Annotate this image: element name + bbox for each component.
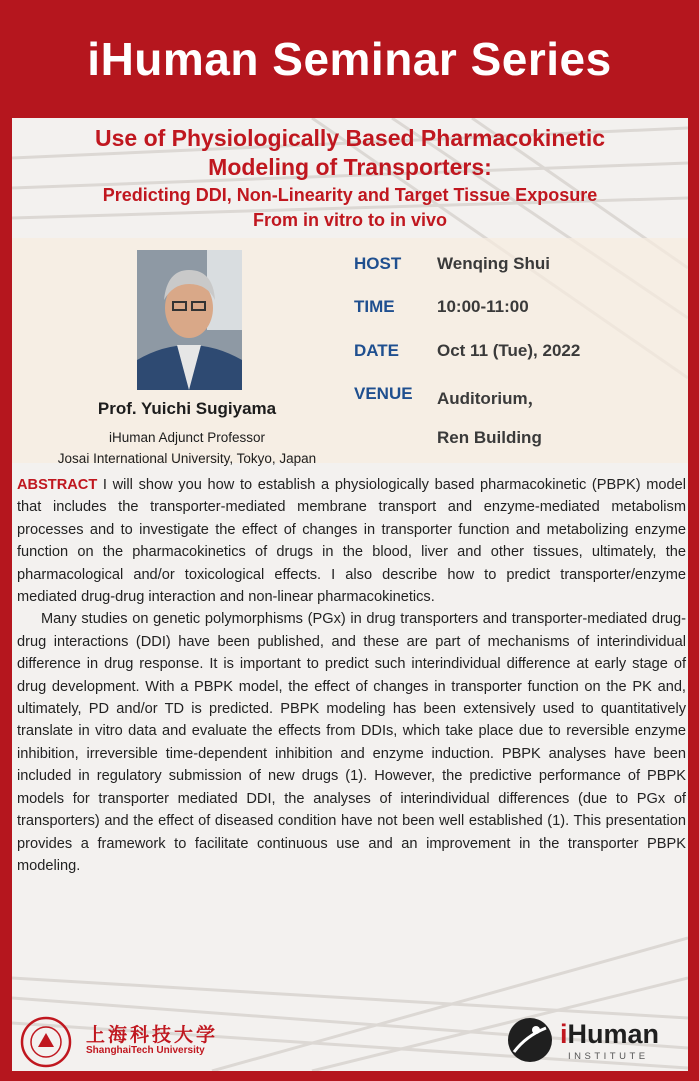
speaker-role: iHuman Adjunct Professor xyxy=(108,430,266,445)
venue-value-1: Auditorium， xyxy=(437,389,545,408)
footer-logos xyxy=(12,1016,688,1071)
venue-label: VENUE xyxy=(354,384,413,403)
abstract-paragraph-1 xyxy=(17,474,686,608)
talk-subtitle-line-2: From in vitro to in vivo xyxy=(252,210,447,230)
ihuman-wordmark-rest: Human xyxy=(567,1019,660,1049)
header xyxy=(0,0,699,118)
speaker-details xyxy=(12,427,362,469)
talk-title-line-1: Use of Physiologically Based Pharmacokinetic xyxy=(94,125,606,151)
ihuman-wordmark-i: i xyxy=(560,1019,568,1049)
ihuman-institute-label: INSTITUTE xyxy=(568,1051,649,1062)
talk-title-block xyxy=(12,124,688,232)
time-label: TIME xyxy=(354,297,395,316)
host-value: Wenqing Shui xyxy=(437,254,551,273)
shanghaitech-name-en: ShanghaiTech University xyxy=(86,1045,205,1056)
host-label: HOST xyxy=(354,254,402,273)
shanghaitech-seal-icon xyxy=(20,1016,72,1068)
abstract-text-1: I will show you how to establish a physiologically based pharmacokinetic (PBPK) model that includes the transporter-mediated membrane transport and enzyme-mediated metabolism processes and to investigate the effect of changes in transporter function and metabolizing enzyme function on the pharmacokinetics of drugs in the blood, liver and other tissues, ultimately, the pharmacological and/or toxicological effects. I also describe how to predict transporter/enzyme mediated drug-drug interaction and non-linear pharmacokinetics. xyxy=(17,477,686,606)
time-value: 10:00-11:00 xyxy=(437,297,529,316)
ihuman-logo-icon xyxy=(506,1016,554,1064)
abstract xyxy=(17,474,686,877)
shanghaitech-name-cn: 上海科技大学 xyxy=(86,1024,219,1046)
speaker-affiliation: Josai International University, Tokyo, Japan xyxy=(57,451,317,466)
speaker-name: Prof. Yuichi Sugiyama xyxy=(97,399,277,418)
venue-value-2: Ren Building xyxy=(437,428,542,447)
speaker-photo xyxy=(137,250,242,390)
abstract-paragraph-2: Many studies on genetic polymorphisms (PGx) in drug transporters and transporter-mediated drug-drug interactions (DDI) have been published, and these are part of mechanisms of interindividual difference in drug response. It is important to predict such interindividual difference at early stage of drug development. With a PBPK model, the effect of changes in transporter function on the PK and, ultimately, PD and/or TD is predicted. PBPK modeling has been extensively used to quantitatively translate in vitro data and evaluate the effects from DDIs, which take place due to reversible enzyme inhibition, irreversible time-dependent inhibition and enzyme induction. PBPK analyses have been included in regulatory submission of new drugs (1). However, the predictive performance of PBPK models for transporter mediated DDI, the analyses of interindividual differences (due to PGx of transporters) and the effect of diseased condition have not been well established (1). This presentation provides a framework to facilitate continuous use and an improvement in the transporter PBPK modeling. xyxy=(17,611,686,874)
talk-subtitle-line-1: Predicting DDI, Non-Linearity and Target Tissue Exposure xyxy=(102,185,598,205)
date-value: Oct 11 (Tue), 2022 xyxy=(437,341,581,360)
talk-title-line-2: Modeling of Transporters: xyxy=(208,154,492,180)
series-title: iHuman Seminar Series xyxy=(87,33,612,85)
ihuman-wordmark xyxy=(560,1019,659,1050)
poster-body xyxy=(12,118,688,1071)
date-label: DATE xyxy=(354,341,400,360)
abstract-label: ABSTRACT xyxy=(17,477,98,493)
